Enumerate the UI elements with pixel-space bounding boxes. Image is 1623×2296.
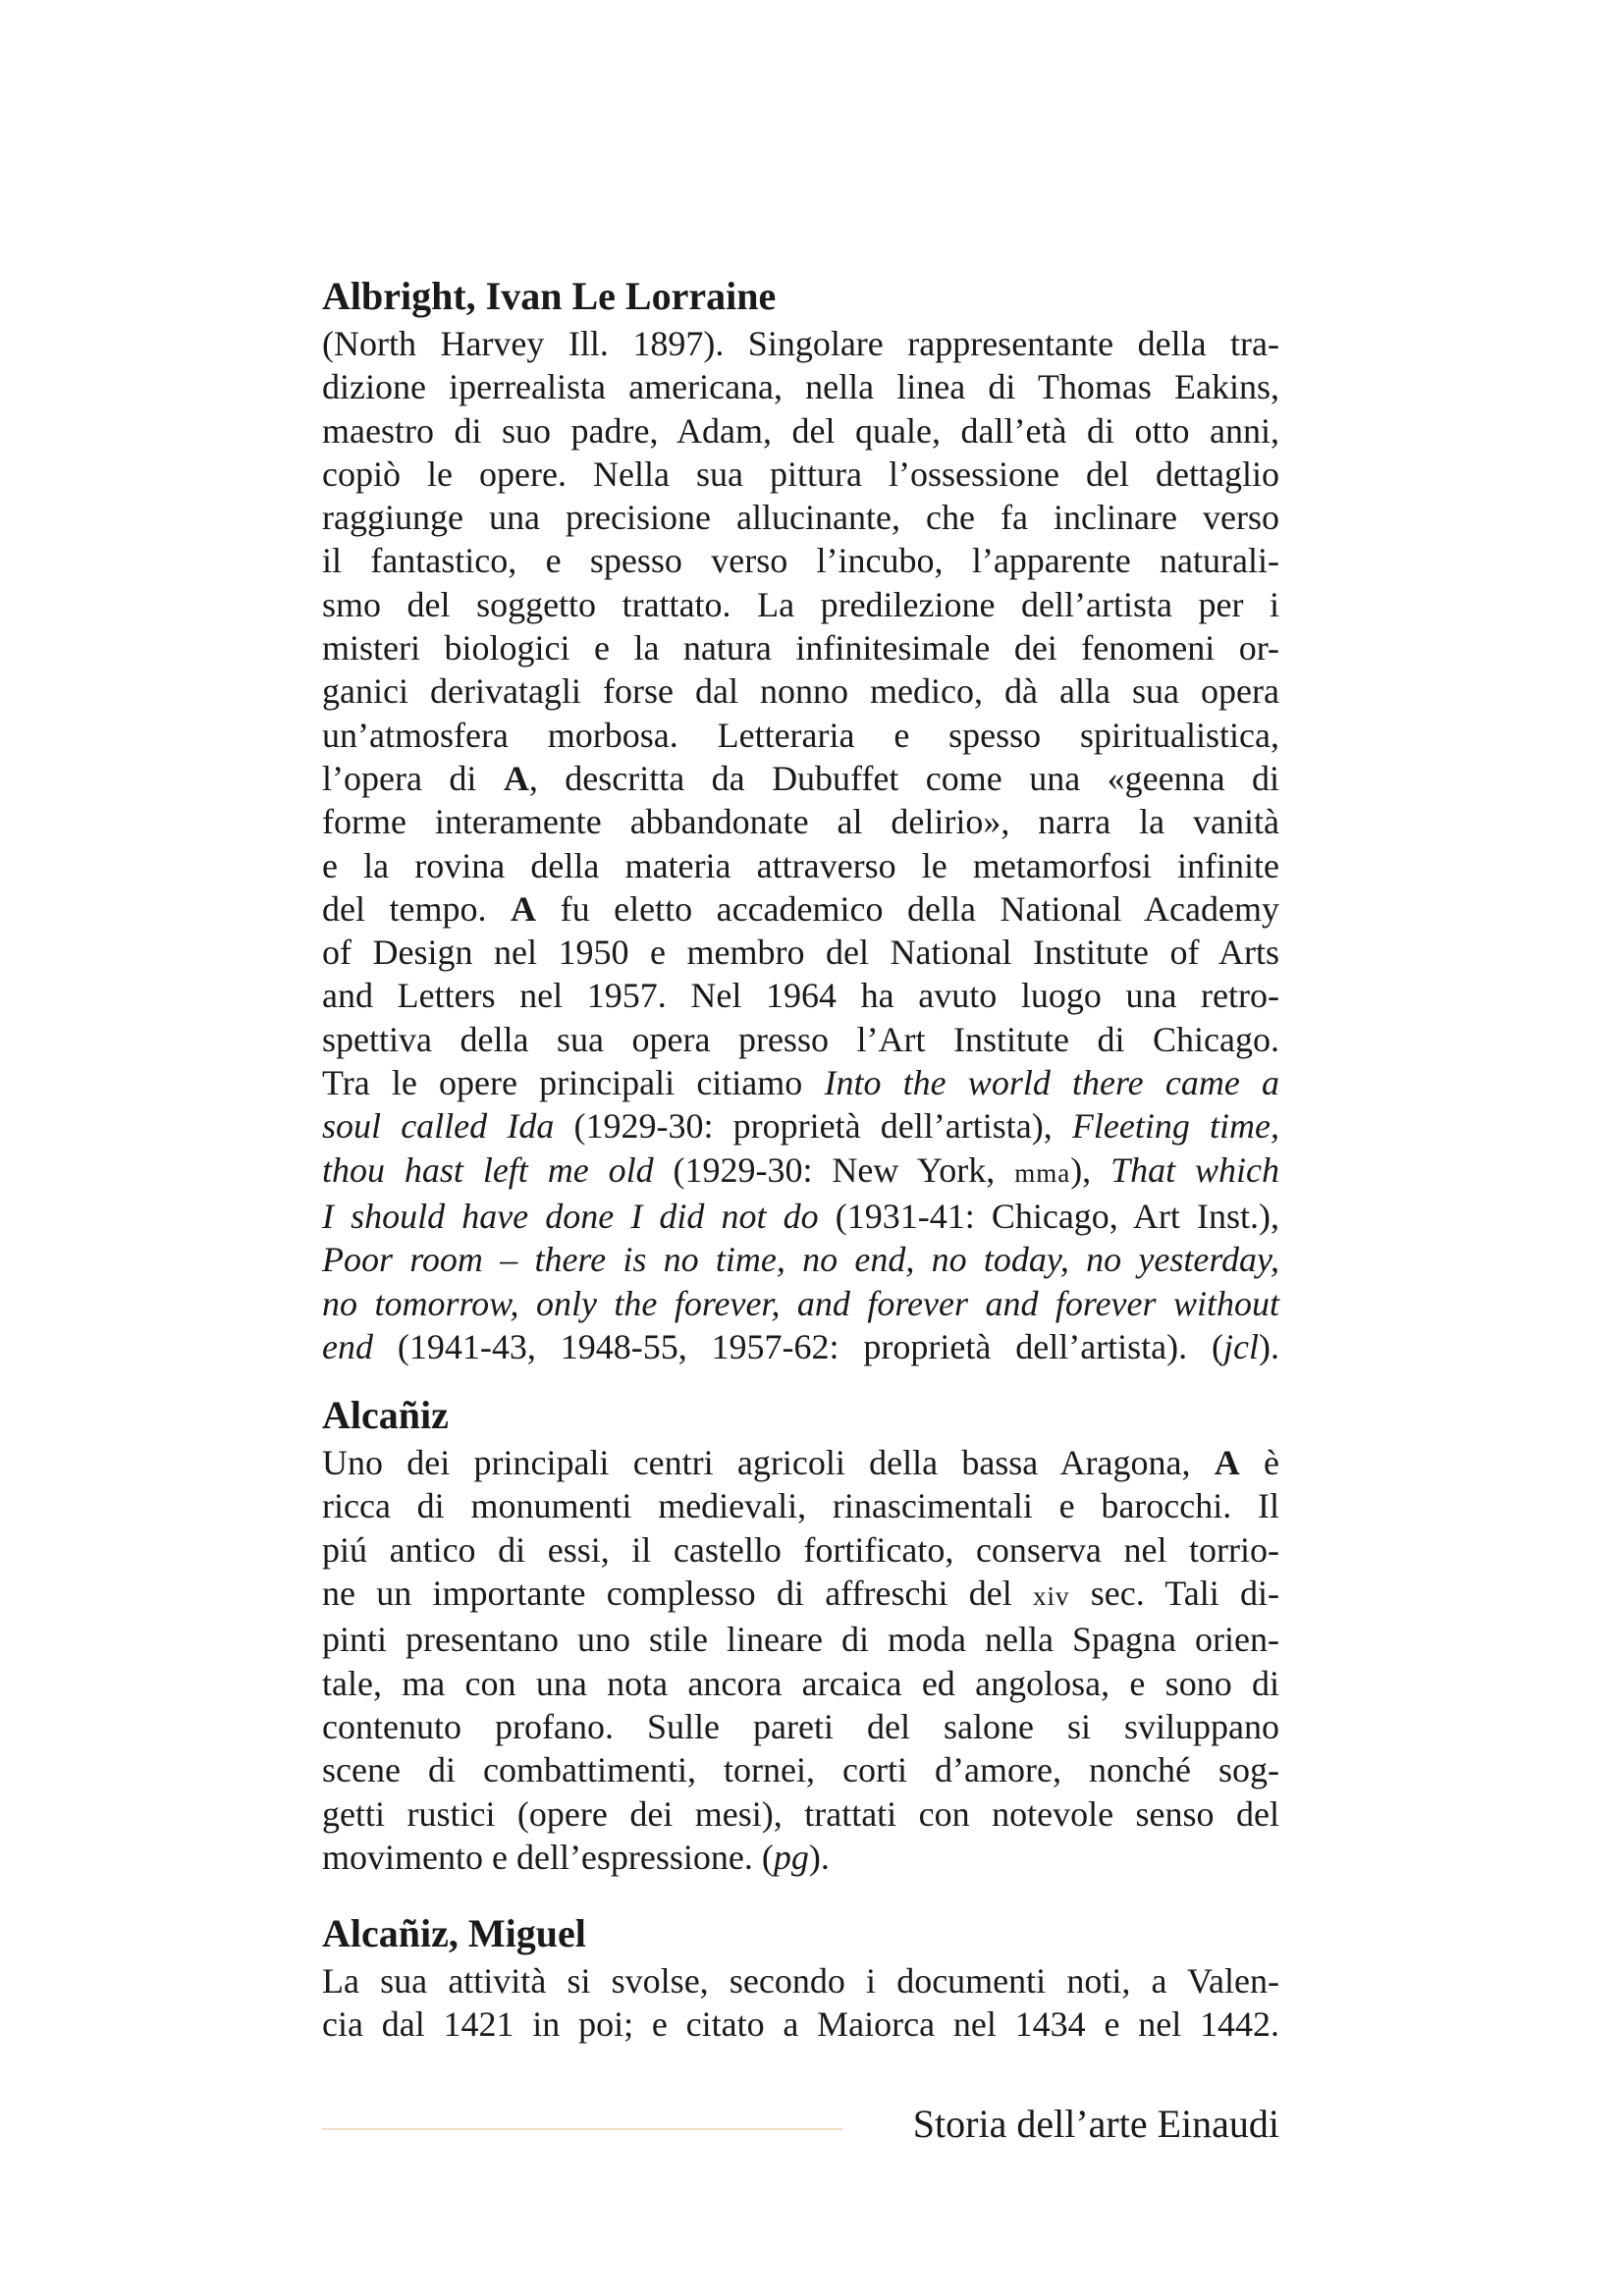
text-line: (North Harvey Ill. 1897). Singolare rappresentante della tra- [322,324,1279,363]
text-line: of Design nel 1950 e membro del National Institute of Arts [322,933,1279,973]
text-line: Tra le opere principali citiamo Into the world there came a [322,1063,1279,1103]
entry-title: Alcañiz, Miguel [322,1911,586,1956]
text-line: Poor room – there is no time, no end, no today, no yesterday, [322,1240,1279,1280]
text-line: cia dal 1421 in poi; e citato a Maiorca nel 1434 e nel 1442. [322,2004,1279,2045]
entry-alcaniz-miguel [322,1908,1279,2047]
text-line: l’opera di A, descritta da Dubuffet come una «geenna di [322,758,1280,798]
text-line: tale, ma con una nota ancora arcaica ed angolosa, e sono di [322,1663,1279,1703]
entry-spacer [322,1368,1279,1390]
text-line: smo del soggetto trattato. La predilezione dell’artista per i [322,584,1279,624]
text-line: forme interamente abbandonate al delirio», narra la vanità [322,802,1279,842]
entry-alcaniz [322,1390,1279,1879]
text-line: end (1941-43, 1948-55, 1957-62: proprietà dell’artista). (jcl). [322,1326,1279,1366]
text-line: piú antico di essi, il castello fortificato, conserva nel torrio- [322,1529,1279,1570]
text-line: un’atmosfera morbosa. Letteraria e spesso spiritualistica, [322,715,1279,755]
entry-body [322,1959,1279,2047]
text-line: and Letters nel 1957. Nel 1964 ha avuto luogo una retro- [322,976,1279,1016]
entry-albright [322,271,1279,1368]
text-line: ne un importante complesso di affreschi del xiv sec. Tali di- [322,1574,1280,1614]
entry-title: Alcañiz [322,1393,449,1438]
page-footer [322,2095,1279,2154]
entries-column [322,271,1279,2047]
entry-title: Albright, Ivan Le Lorraine [322,274,777,318]
text-line: no tomorrow, only the forever, and forever and forever without [322,1283,1279,1323]
text-line: del tempo. A fu eletto accademico della National Academy [322,888,1279,929]
text-line: copiò le opere. Nella sua pittura l’ossessione del dettaglio [322,454,1279,494]
footer-publisher-text: Storia dell’arte Einaudi [912,2102,1279,2146]
text-line: scene di combattimenti, tornei, corti d’amore, nonché sog- [322,1750,1279,1790]
text-line: movimento e dell’espressione. (pg). [322,1837,830,1877]
entry-spacer [322,1879,1279,1908]
text-line: spettiva della sua opera presso l’Art Institute di Chicago. [322,1019,1279,1059]
text-line: getti rustici (opere dei mesi), trattati con notevole senso del [322,1793,1279,1834]
text-line: il fantastico, e spesso verso l’incubo, l’apparente naturali- [322,541,1279,581]
text-line: dizione iperrealista americana, nella linea di Thomas Eakins, [322,367,1279,407]
text-line: raggiunge una precisione allucinante, che fa inclinare verso [322,498,1279,538]
text-line: pinti presentano uno stile lineare di moda nella Spagna orien- [322,1620,1279,1660]
text-line: maestro di suo padre, Adam, del quale, dall’età di otto anni, [322,410,1279,451]
text-line: contenuto profano. Sulle pareti del salone si sviluppano [322,1706,1279,1746]
text-line: I should have done I did not do (1931-41: Chicago, Art Inst.), [322,1196,1279,1236]
text-line: ganici derivatagli forse dal nonno medico, dà alla sua opera [322,671,1279,712]
footer-rule [322,2128,842,2130]
text-line: thou hast left me old (1929-30: New York, mma), That which [322,1149,1279,1190]
text-line: soul called Ida (1929-30: proprietà dell’artista), Fleeting time, [322,1106,1280,1147]
text-line: e la rovina della materia attraverso le metamorfosi infinite [322,845,1279,885]
text-line: misteri biologici e la natura infinitesimale dei fenomeni or- [322,628,1279,668]
text-line: ricca di monumenti medievali, rinascimentali e barocchi. Il [322,1486,1279,1526]
entry-body [322,322,1279,1368]
entry-body [322,1441,1279,1879]
text-line: Uno dei principali centri agricoli della bassa Aragona, A è [322,1443,1279,1483]
text-line: La sua attività si svolse, secondo i documenti noti, a Valen- [322,1961,1279,2002]
